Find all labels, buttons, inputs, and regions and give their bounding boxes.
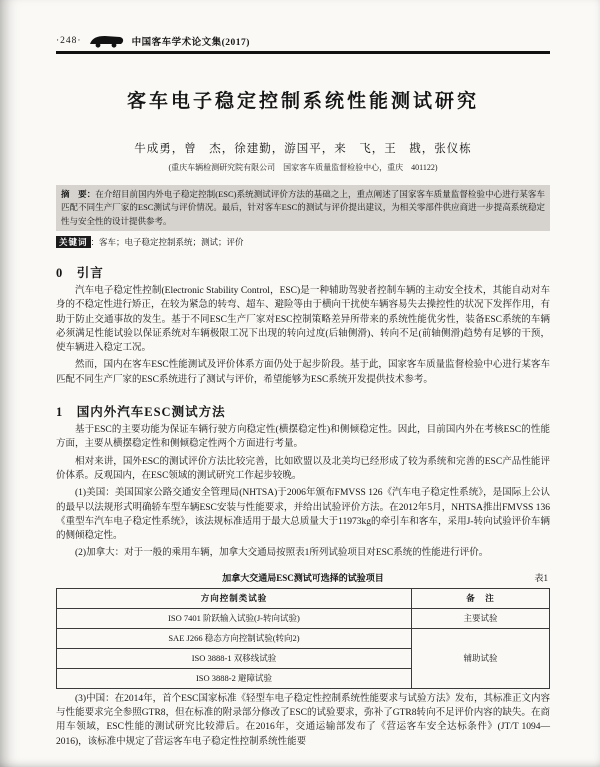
- abstract-block: [56, 185, 550, 232]
- table-header-row: [57, 588, 550, 608]
- table-header-note: 备 注: [411, 588, 549, 608]
- table-cell-test: ISO 7401 阶跃输入试验(J-转向试验): [57, 608, 412, 628]
- affiliation-line: (重庆车辆检测研究院有限公司 国家客车质量监督检验中心，重庆 401122): [168, 162, 438, 172]
- table-cell-test: ISO 3888-1 双移线试验: [57, 648, 412, 668]
- section-heading-methods: 1 国内外汽车ESC测试方法: [56, 405, 226, 420]
- table-number-label: 表1: [534, 572, 548, 583]
- bus-logo-icon: [89, 35, 125, 48]
- page-number: ·248·: [56, 36, 82, 46]
- journal-title: 中国客车学术论文集(2017): [131, 38, 250, 48]
- table-cell-note: 主要试验: [411, 608, 549, 628]
- section-heading-intro: 0 引言: [56, 266, 104, 280]
- paragraph-methods-2: 相对来讲，国外ESC的测试评价方法比较完善，比如欧盟以及北美均已经形成了较为系统和完善的ESC产品性能评价体系。反观国内，在ESC领域的测试研究工作起步较晚。: [56, 456, 550, 481]
- paragraph-methods-canada: (2)加拿大：对于一般的乘用车辆，加拿大交通局按照表1所列试验项目对ESC系统的性能进行评价。: [75, 548, 489, 559]
- paragraph-intro-1: 汽车电子稳定性控制(Electronic Stability Control，ESC)是一种辅助驾驶者控制车辆的主动安全技术，其能自动对车身的不稳定性进行矫正，在较为紧急的转弯、超车、避险等由于横向干扰使车辆容易失去操控性的状况下发挥作用，有助于防止交通事故的发生。基于不同ESC生产厂家对ESC控制策略差异所带来的系统性能优劣性，装备ESC系统的车辆必须满足性能试验以保证系统对车辆极限工况下出现的转向过度(后轴侧滑)、转向不足(前轴侧滑)趋势有足够的干预，使车辆进入稳定工况。: [56, 286, 551, 354]
- authors-line: 牛成勇，曾 杰，徐建勤，游国平，来 飞，王 戡，张仪栋: [134, 142, 472, 155]
- keywords-label: 关键词: [56, 236, 91, 248]
- table-cell-test: ISO 3888-2 避障试验: [57, 668, 412, 688]
- page-header: [56, 34, 550, 48]
- abstract-text: 在介绍目前国内外电子稳定控制(ESC)系统测试评价方法的基础之上，重点阐述了国家客车质量监督检验中心进行某客车匹配不同生产厂家的ESC测试与评价情况。最后，针对客车ESC的测试与评价提出建议，为相关零部件供应商进一步提高系统稳定性与安全性的设计提供参考。: [61, 188, 545, 226]
- header-rule: [56, 51, 550, 54]
- table-row: [57, 628, 550, 648]
- paragraph-methods-usa: (1)美国：美国国家公路交通安全管理局(NHTSA)于2006年颁布FMVSS 126《汽车电子稳定性系统》，是国际上公认的最早以法规形式明确轿车型车辆ESC安装与性能要求，并给出试验评价方法。在2012年5月，NHTSA推出FMVSS 136《重型车汽车电子稳定性系统》，该法规标准适用于最大总质量大于11973kg的牵引车和客车，采用J-转向试验评价车辆的侧倾稳定性。: [56, 488, 550, 542]
- paragraph-methods-china: (3)中国：在2014年，首个ESC国家标准《轻型车电子稳定性控制系统性能要求与试验方法》发布，其标准正文内容与性能要求完全参照GTR8，但在标准的附录部分修改了ESC的试验要求，弥补了GTR8转向不足评价内容的缺失。在商用车领域，ESC性能的测试研究比较滞后。在2016年，交通运输部发布了《营运客车安全达标条件》(JT/T 1094—2016)，该标准中规定了营运客车电子稳定性控制系统性能要: [56, 693, 551, 747]
- table-row: [57, 608, 550, 628]
- paragraph-intro-2: 然而，国内在客车ESC性能测试及评价体系方面仍处于起步阶段。基于此，国家客车质量监督检验中心进行某客车匹配不同生产厂家的ESC系统进行了测试与评价，希望能够为ESC系统开发提供技术参考。: [56, 360, 550, 385]
- esc-test-table: [56, 588, 550, 689]
- table-cell-note-aux: 辅助试验: [411, 628, 549, 688]
- paper-title: 客车电子稳定控制系统性能测试研究: [126, 90, 479, 112]
- table-caption: 加拿大交通局ESC测试可选择的试验项目: [222, 572, 384, 583]
- keywords-text: ：客车；电子稳定控制系统；测试；评价: [90, 237, 244, 247]
- abstract-label: 摘 要：: [61, 188, 96, 199]
- table-header-test: 方向控制类试验: [57, 588, 412, 608]
- keywords-line: [56, 236, 550, 248]
- table-caption-row: [56, 571, 550, 584]
- table-cell-test: SAE J266 稳态方向控制试验(转向2): [57, 628, 412, 648]
- paragraph-methods-1: 基于ESC的主要功能为保证车辆行驶方向稳定性(横摆稳定性)和侧倾稳定性。因此，目前国内外在考核ESC的性能方面，主要从横摆稳定性和侧倾稳定性两个方面进行考量。: [56, 425, 550, 450]
